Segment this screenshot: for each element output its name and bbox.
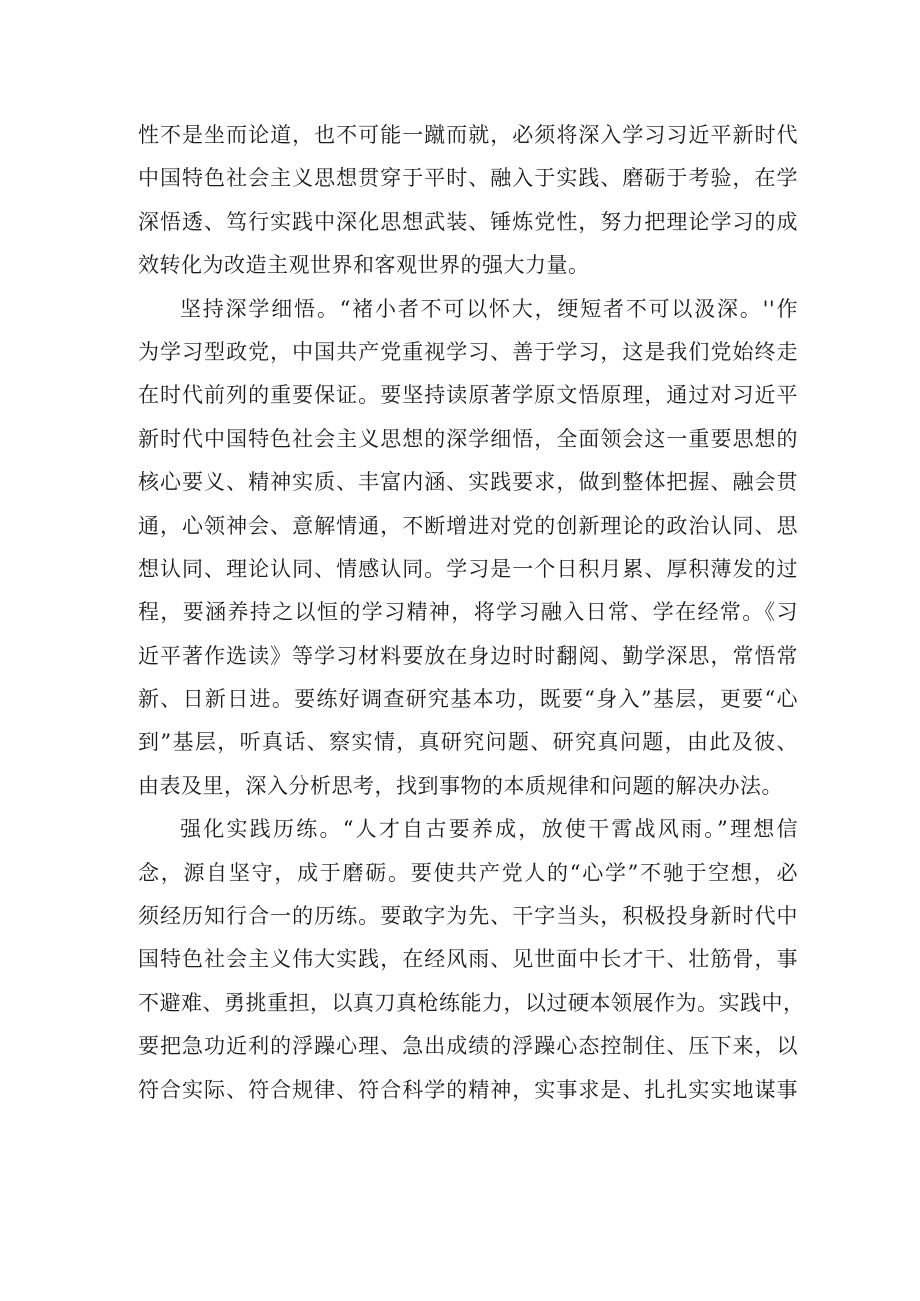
text-line: 坚持深学细悟。“褚小者不可以怀大，绠短者不可以汲深。''作 xyxy=(180,296,798,321)
paragraph-2 xyxy=(138,288,798,809)
text-line: 效转化为改造主观世界和客观世界的强大力量。 xyxy=(138,253,590,278)
text-line: 近平著作选读》等学习材料要放在身边时时翻阅、勤学深思，常悟常 xyxy=(138,643,798,668)
text-line: 中国特色社会主义思想贯穿于平时、融入于实践、磨砺于考验，在学 xyxy=(138,166,798,191)
text-line: 想认同、理论认同、情感认同。学习是一个日积月累、厚积薄发的过 xyxy=(138,556,798,581)
text-line: 新、日新日进。要练好调查研究基本功，既要“身入”基层，更要“心 xyxy=(138,687,798,712)
text-line: 为学习型政党，中国共产党重视学习、善于学习，这是我们党始终走 xyxy=(138,339,798,364)
text-line: 在时代前列的重要保证。要坚持读原著学原文悟原理，通过对习近平 xyxy=(138,383,798,408)
text-line: 念，源自坚守，成于磨砺。要使共产党人的“心学”不驰于空想，必 xyxy=(138,860,798,885)
text-line: 须经历知行合一的历练。要敢字为先、干字当头，积极投身新时代中 xyxy=(138,904,798,929)
text-line: 性不是坐而论道，也不可能一蹴而就，必须将深入学习习近平新时代 xyxy=(138,123,798,147)
text-line: 要把急功近利的浮躁心理、急出成绩的浮躁心态控制住、压下来，以 xyxy=(138,1034,798,1059)
text-line: 强化实践历练。“人才自古要养成，放使干霄战风雨。”理想信 xyxy=(180,817,798,842)
text-line: 深悟透、笃行实践中深化思想武装、锤炼党性，努力把理论学习的成 xyxy=(138,209,798,234)
text-line: 核心要义、精神实质、丰富内涵、实践要求，做到整体把握、融会贯 xyxy=(138,470,798,495)
text-line: 程，要涵养持之以恒的学习精神，将学习融入日常、学在经常。《习 xyxy=(138,600,798,625)
paragraph-1 xyxy=(138,114,798,288)
text-line: 不避难、勇挑重担，以真刀真枪练能力，以过硬本领展作为。实践中， xyxy=(138,990,805,1015)
paragraph-3 xyxy=(138,808,805,1112)
text-line: 由表及里，深入分析思考，找到事物的本质规律和问题的解决办法。 xyxy=(138,773,783,798)
text-line: 国特色社会主义伟大实践，在经风雨、见世面中长才干、壮筋骨，事 xyxy=(138,947,798,972)
text-line: 到”基层，听真话、察实情，真研究问题、研究真问题，由此及彼、 xyxy=(138,730,798,755)
document-body xyxy=(138,114,805,1112)
text-line: 符合实际、符合规律、符合科学的精神，实事求是、扎扎实实地谋事 xyxy=(138,1077,798,1102)
text-line: 新时代中国特色社会主义思想的深学细悟，全面领会这一重要思想的 xyxy=(138,426,798,451)
text-line: 通，心领神会、意解情通，不断增进对党的创新理论的政治认同、思 xyxy=(138,513,798,538)
